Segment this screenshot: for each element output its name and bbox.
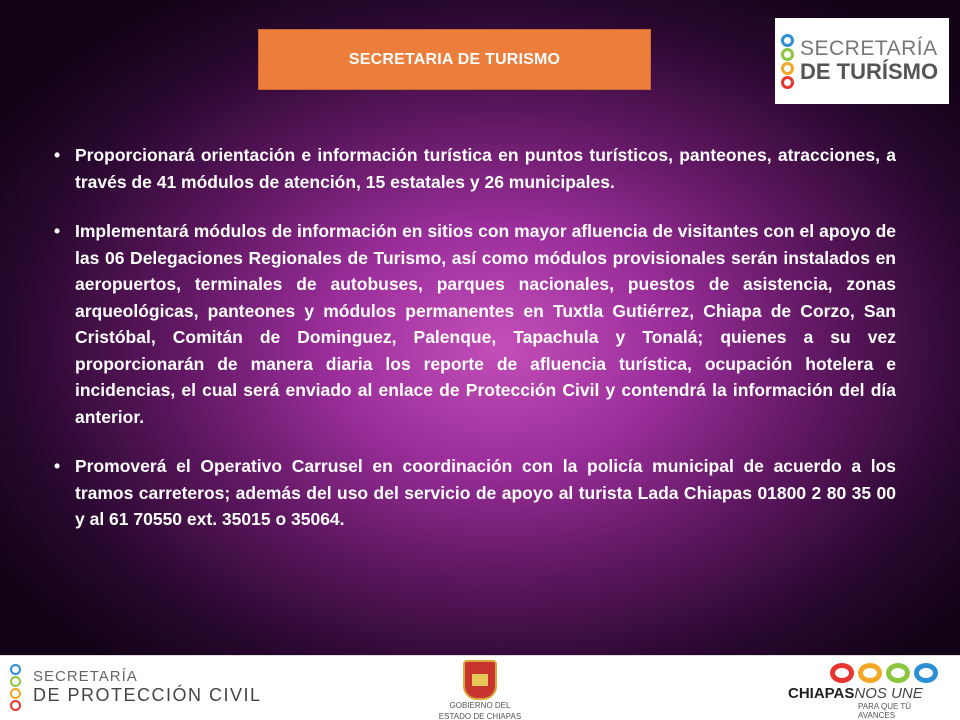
bullet-item <box>50 453 896 533</box>
footer-right-sub: PARA QUE TÚ AVANCES <box>858 702 912 720</box>
logo-line1: SECRETARÍA <box>800 37 938 61</box>
bullet-list <box>50 142 896 556</box>
bullet-marker: • <box>54 221 61 241</box>
bullet-marker: • <box>54 145 61 165</box>
bullet-text: Proporcionará orientación e información turística en puntos turísticos, panteones, atracciones, a través de 41 módulos de atención, 15 estatales y 26 municipales. <box>75 145 896 192</box>
logo-line2: DE TURÍSMO <box>800 59 939 85</box>
secretaria-turismo-logo <box>775 18 949 104</box>
bullet-item <box>50 142 896 195</box>
footer-left-line1: SECRETARÍA <box>33 668 138 686</box>
footer <box>0 655 960 720</box>
footer-center-line1: GOBIERNO DEL <box>449 701 511 710</box>
footer-right-brand: CHIAPAS <box>788 685 855 702</box>
chiapas-nos-une-logo <box>788 663 948 720</box>
title-box <box>258 29 651 90</box>
bullet-marker: • <box>54 456 61 476</box>
bullet-text: Promoverá el Operativo Carrusel en coordinación con la policía municipal de acuerdo a los tramos carreteros; además del uso del servicio de apoyo al turista Lada Chiapas 01800 2 80 35 00 y al 61 70550 ext. 35015 o 35064. <box>75 456 896 529</box>
coat-of-arms-icon <box>463 660 497 700</box>
gobierno-chiapas-logo <box>430 660 530 720</box>
slide-title: SECRETARIA DE TURISMO <box>348 50 561 68</box>
bullet-text: Implementará módulos de información en sitios con mayor afluencia de visitantes con el apoyo de las 06 Delegaciones Regionales de Turismo, así como módulos provisionales serán instalados en aeropuertos, terminales de autobuses, parques nacionales, puestos de asistencia, zonas arqueológicas, panteones y módulos permanentes en Tuxtla Gutiérrez, Chiapa de Corzo, San Cristóbal, Comitán de Dominguez, Palenque, Tapachula y Tonalá; quienes a su vez proporcionarán de manera diaria los reporte de afluencia turística, ocupación hotelera e incidencias, el cual será enviado al enlace de Protección Civil y contendrá la información del día anterior. <box>75 221 896 427</box>
bullet-item <box>50 218 896 430</box>
proteccion-civil-logo <box>10 664 262 711</box>
rings-icon <box>781 34 794 89</box>
footer-center-line2: ESTADO DE CHIAPAS <box>438 711 522 720</box>
rings-icon <box>830 663 948 683</box>
rings-icon <box>10 664 21 711</box>
footer-right-slogan: NOS UNE <box>854 685 923 702</box>
footer-left-line2: DE PROTECCIÓN CIVIL <box>33 684 262 705</box>
